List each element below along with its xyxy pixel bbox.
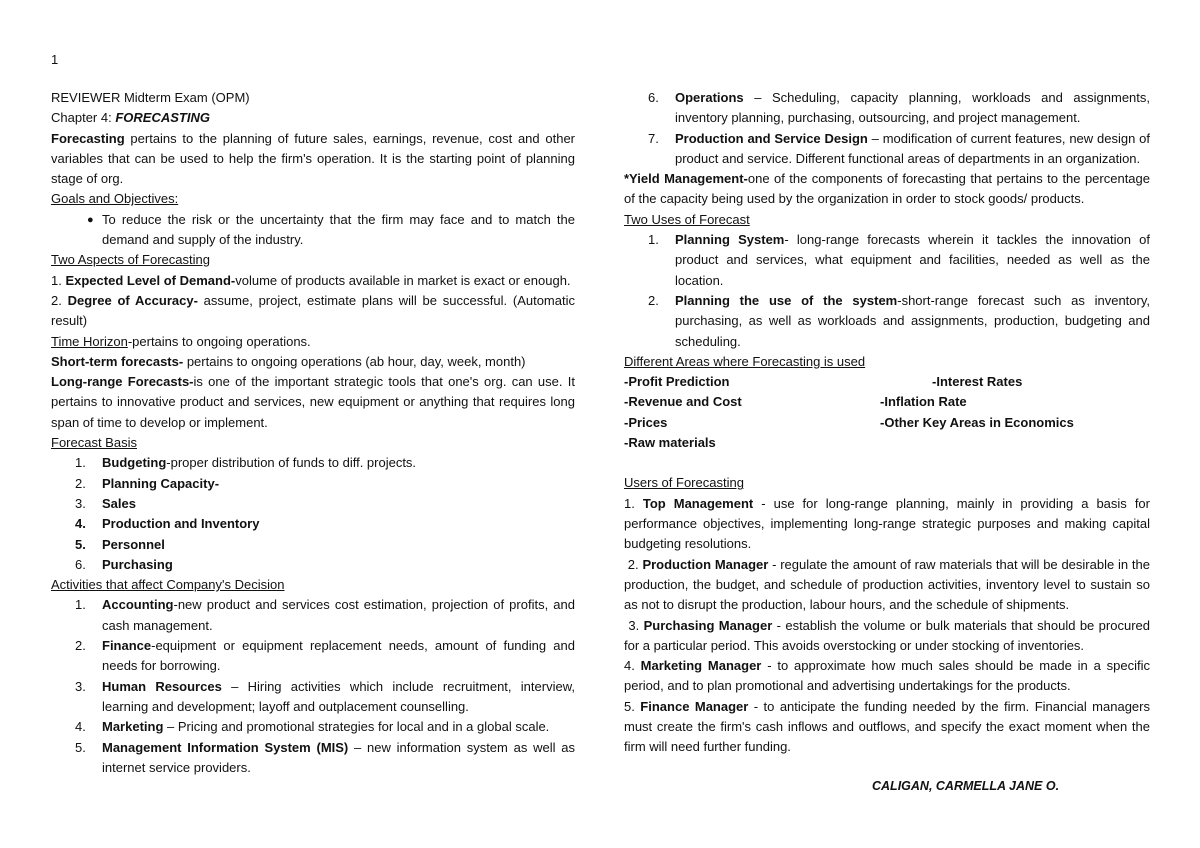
aspect-item-1 [51,271,575,291]
activity-item-1: 1. Accounting-new product and services cost estimation, projection of profits, and cash management. [75,597,575,633]
aspect-term: Expected Level of Demand- [65,272,236,288]
user-definition: - use for long-range planning, mainly in providing a basis for performance objectives, implementing long-range strategic purposes and making capital budgeting resolutions. [624,495,1150,552]
forecast-basis-heading: Forecast Basis [51,435,137,451]
user-item-1 [624,494,1150,555]
user-term: Top Management [642,495,754,511]
users-heading: Users of Forecasting [624,475,744,491]
basis-term: Planning Capacity- [102,475,220,491]
aspect-definition: assume, project, estimate plans will be successful. (Automatic result) [51,292,575,329]
activity-term: Finance [102,638,152,654]
basis-term: Sales [102,495,136,511]
uses-heading: Two Uses of Forecast [624,211,750,227]
basis-item-1: 1. Budgeting-proper distribution of funds to diff. projects. [75,455,417,471]
activity-term: Marketing [102,719,164,735]
user-item-2 [624,555,1150,616]
bullet-icon: ● [87,213,94,226]
activity-item-4: 4. Marketing – Pricing and promotional strategies for local and in a global scale. [75,719,550,735]
aspects-heading: Two Aspects of Forecasting [51,252,210,268]
user-number: 3. [624,617,644,633]
activity-definition: – Scheduling, capacity planning, workloads and assignments, inventory planning, purchasing, outsourcing, and project management. [675,90,1150,126]
user-term: Marketing Manager [640,658,762,674]
activity-term: Operations [675,90,744,105]
activity-term: Management Information System (MIS) [102,739,349,755]
chapter-line [51,108,575,128]
activity-item-5: 5. Management Information System (MIS) – new information system as well as internet service providers. [75,739,575,775]
user-number: 1. [624,495,643,511]
time-horizon-heading: Time Horizon [51,333,128,349]
user-item-3 [624,616,1150,657]
time-horizon-line [51,332,575,352]
goals-heading: Goals and Objectives: [51,191,179,207]
basis-item-2: 2. Planning Capacity- [75,475,220,491]
activity-definition: – Pricing and promotional strategies for local and in a global scale. [163,719,550,735]
chapter-title: FORECASTING [115,110,210,126]
activity-definition: – new information system as well as internet service providers. [102,739,575,775]
aspect-term: Degree of Accuracy- [67,292,198,308]
use-definition: -short-range forecast such as inventory, purchasing, as well as workloads and assignments, production, budgeting and scheduling. [675,292,1150,349]
yield-management-paragraph [624,169,1150,210]
activity-term: Accounting [102,597,174,613]
aspect-item-2 [51,291,575,332]
area-revenue: -Revenue and Cost [624,394,742,410]
user-item-4 [624,656,1150,697]
short-term-line [51,352,575,372]
aspect-number: 2. [51,292,68,308]
use-term: Planning the use of the system [675,292,898,308]
activity-term: Production and Service Design [675,130,868,146]
aspect-definition: volume of products available in market is exact or enough. [235,272,571,288]
area-prices: -Prices [624,414,668,430]
areas-heading: Different Areas where Forecasting is used [624,353,866,369]
activity-definition: – Hiring activities which include recruitment, interview, learning and development; layoff and outplacement counselling. [102,678,575,714]
user-number: 5. [624,698,641,714]
basis-term: Production and Inventory [102,516,260,532]
spacer [624,453,1150,473]
time-horizon-definition: -pertains to ongoing operations. [127,333,311,349]
activity-item-6: 6. Operations – Scheduling, capacity planning, workloads and assignments, inventory planning, purchasing, outsourcing, and project management. [648,90,1150,126]
user-term: Production Manager [642,556,769,572]
area-inflation: -Inflation Rate [880,394,967,410]
user-definition: - to anticipate the funding needed by the firm. Financial managers must create the firm's cash inflows and outflows, and specify the exact moment when the firm will need further funding. [624,698,1150,755]
use-item-1: 1. Planning System- long-range forecasts wherein it tackles the innovation of product and services, what equipment and facilities, needed as well as the location. [648,232,1150,288]
right-column [624,88,1150,758]
forecasting-term: Forecasting [51,130,125,146]
basis-item-3: 3. Sales [75,495,136,511]
basis-item-5: 5. Personnel [75,536,165,552]
long-range-definition: is one of the important strategic tools that one's org. can use. It pertains to innovative product and services, new equipment or anything that requires long span of time to develop or implement. [51,374,575,430]
activity-definition: -equipment or equipment replacement needs, amount of funding and needs for borrowing. [102,638,575,674]
aspect-number: 1. [51,272,66,288]
author-signature: CALIGAN, CARMELLA JANE O. [872,779,1060,793]
activity-definition: – modification of current features, new design of product and service. Different functional areas of departments in an organization. [675,130,1150,166]
area-profit: -Profit Prediction [624,374,730,390]
basis-term: Personnel [102,536,165,552]
area-interest: -Interest Rates [932,374,1023,390]
reviewer-title: REVIEWER Midterm Exam (OPM) [51,90,250,105]
forecasting-paragraph [51,129,575,190]
long-range-paragraph [51,372,575,433]
basis-item-6: 6. Purchasing [75,556,173,572]
use-definition: - long-range forecasts wherein it tackles the innovation of product and services, what equipment and facilities, needed as well as the location. [675,232,1150,288]
goal-item [51,210,575,251]
user-term: Purchasing Manager [643,617,773,633]
user-definition: - to approximate how much sales should be made in a specific period, and to plan promotional and advertising undertakings for the products. [624,658,1150,694]
user-definition: - regulate the amount of raw materials that will be desirable in the production, the budget, and schedule of production activities, inventory level to sustain so as not to disrupt the production, labour hours, and the schedule of shipments. [624,556,1150,613]
basis-item-4: 4. Production and Inventory [75,516,260,532]
user-definition: - establish the volume or bulk materials that should be procured for a particular period. This avoids overstocking or under stocking of inventories. [624,617,1150,653]
forecasting-definition: pertains to the planning of future sales, earnings, revenue, cost and other variables that can be used to help the firm's operation. It is the starting point of planning stage of org. [51,130,575,187]
activities-heading: Activities that affect Company's Decision [51,577,285,593]
use-term: Planning System [675,232,785,248]
area-raw: -Raw materials [624,435,716,451]
area-other: -Other Key Areas in Economics [880,414,1074,430]
activity-item-7: 7. Production and Service Design – modification of current features, new design of product and service. Different functional areas of departments in an organization. [648,130,1150,166]
goal-text: To reduce the risk or the uncertainty that the firm may face and to match the demand and supply of the industry. [102,211,575,248]
page-number: 1 [51,52,59,67]
activity-definition: -new product and services cost estimation, projection of profits, and cash management. [102,597,575,633]
user-number: 4. [624,658,641,674]
yield-definition: one of the components of forecasting that pertains to the percentage of the capacity being used by the organization in order to stock goods/ products. [624,171,1150,207]
yield-term: *Yield Management- [624,171,748,187]
short-term-term: Short-term forecasts- [51,353,184,369]
user-number: 2. [624,556,643,572]
activity-term: Human Resources [102,678,222,694]
use-item-2: 2. Planning the use of the system-short-range forecast such as inventory, purchasing, as well as workloads and assignments, production, budgeting and scheduling. [648,292,1150,349]
basis-term: Purchasing [102,556,173,572]
user-term: Finance Manager [640,698,749,714]
short-term-definition: pertains to ongoing operations (ab hour, day, week, month) [183,353,526,369]
chapter-prefix: Chapter 4: [51,110,116,126]
basis-definition: -proper distribution of funds to diff. projects. [166,455,417,471]
left-column [51,88,575,778]
activity-item-3: 3. Human Resources – Hiring activities which include recruitment, interview, learning and development; layoff and outplacement counselling. [75,678,575,714]
activity-item-2: 2. Finance-equipment or equipment replacement needs, amount of funding and needs for borrowing. [75,638,575,674]
areas-list [624,372,1150,453]
user-item-5 [624,697,1150,758]
long-range-term: Long-range Forecasts- [51,374,194,390]
basis-term: Budgeting [102,455,167,471]
